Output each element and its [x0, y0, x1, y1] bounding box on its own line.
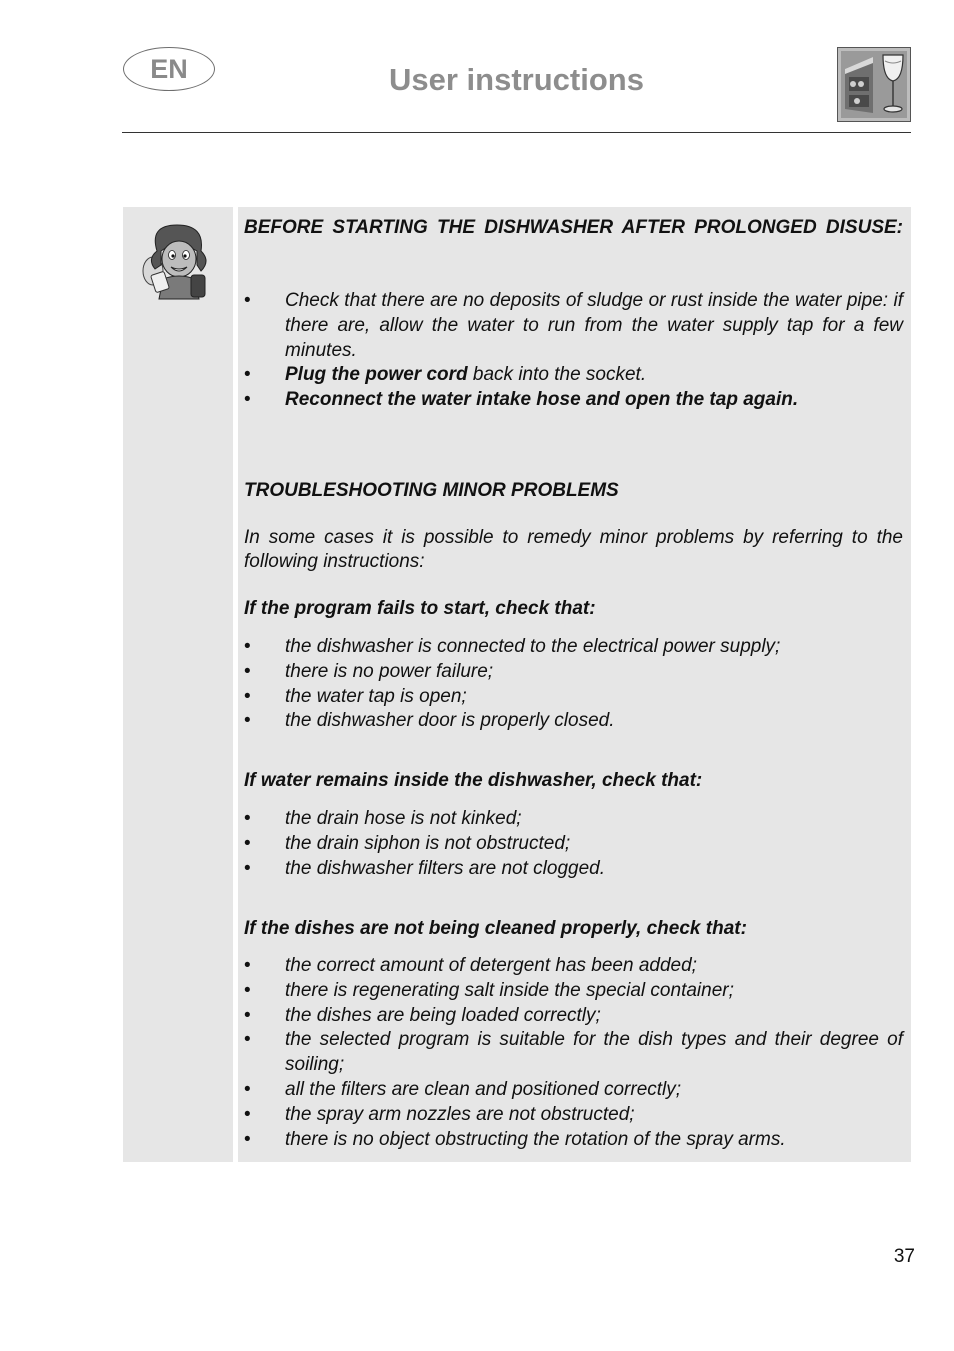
- list-item: • the dishes are being loaded correctly;: [244, 1004, 903, 1029]
- bullet: •: [244, 808, 251, 829]
- bullet: •: [244, 1078, 251, 1100]
- group-title-dishes-not-clean: If the dishes are not being cleaned properly, check that:: [244, 918, 747, 939]
- page-number: 37: [893, 1246, 915, 1267]
- page-title: User instructions: [389, 62, 644, 97]
- bullet: •: [244, 832, 251, 854]
- list-item: • the water tap is open;: [244, 685, 903, 710]
- list-item: • Check that there are no deposits of sludge or rust inside the water pipe: if there are, allow the water to run from the water supply tap for a few minutes.: [244, 290, 903, 361]
- dishwasher-glass-icon: [837, 47, 911, 122]
- list-item: • Reconnect the water intake hose and open the tap again.: [244, 388, 903, 413]
- bullet: •: [244, 710, 251, 732]
- bullet: •: [244, 636, 251, 657]
- water-remains-list: [244, 807, 903, 881]
- list-item: • Plug the power cord back into the socket.: [244, 363, 903, 388]
- dishes-not-clean-list: [244, 954, 903, 1152]
- group-title-water-remains: If water remains inside the dishwasher, check that:: [244, 770, 703, 791]
- header-divider: [122, 132, 911, 133]
- bullet: •: [244, 685, 251, 707]
- bullet: •: [244, 1128, 251, 1150]
- bullet: •: [244, 660, 251, 682]
- list-item: • the drain hose is not kinked;: [244, 807, 903, 832]
- before-starting-list: [244, 289, 903, 413]
- list-item: • the drain siphon is not obstructed;: [244, 832, 903, 857]
- list-item: • there is no power failure;: [244, 660, 903, 685]
- bullet: •: [244, 1004, 251, 1026]
- bullet: •: [244, 955, 251, 976]
- troubleshooting-intro: In some cases it is possible to remedy minor problems by referring to the following instructions:: [244, 527, 903, 572]
- list-item: • there is no object obstructing the rotation of the spray arms.: [244, 1128, 903, 1153]
- bullet: •: [244, 857, 251, 879]
- list-item: • the correct amount of detergent has been added;: [244, 954, 903, 979]
- bullet: •: [244, 979, 251, 1001]
- bullet: •: [244, 364, 251, 386]
- program-fails-list: [244, 635, 903, 734]
- language-badge-label: EN: [150, 53, 188, 84]
- list-item: • all the filters are clean and positioned correctly;: [244, 1078, 903, 1103]
- list-item: • the dishwasher door is properly closed.: [244, 709, 903, 734]
- list-item: • the selected program is suitable for the dish types and their degree of soiling;: [244, 1029, 903, 1076]
- list-item: • there is regenerating salt inside the special container;: [244, 979, 903, 1004]
- icon-column: [123, 207, 233, 1162]
- chef-character-icon: [139, 221, 215, 301]
- group-title-program-fails: If the program fails to start, check that:: [244, 598, 596, 619]
- bullet: •: [244, 1103, 251, 1125]
- section-heading-troubleshooting: TROUBLESHOOTING MINOR PROBLEMS: [244, 480, 619, 501]
- list-item: • the dishwasher is connected to the electrical power supply;: [244, 635, 903, 660]
- bullet: •: [244, 1029, 251, 1051]
- list-item: • the dishwasher filters are not clogged.: [244, 857, 903, 882]
- section-heading-before-starting: BEFORE STARTING THE DISHWASHER AFTER PROLONGED DISUSE:: [244, 217, 903, 238]
- bullet: •: [244, 290, 251, 311]
- bullet: •: [244, 389, 251, 411]
- list-item: • the spray arm nozzles are not obstructed;: [244, 1103, 903, 1128]
